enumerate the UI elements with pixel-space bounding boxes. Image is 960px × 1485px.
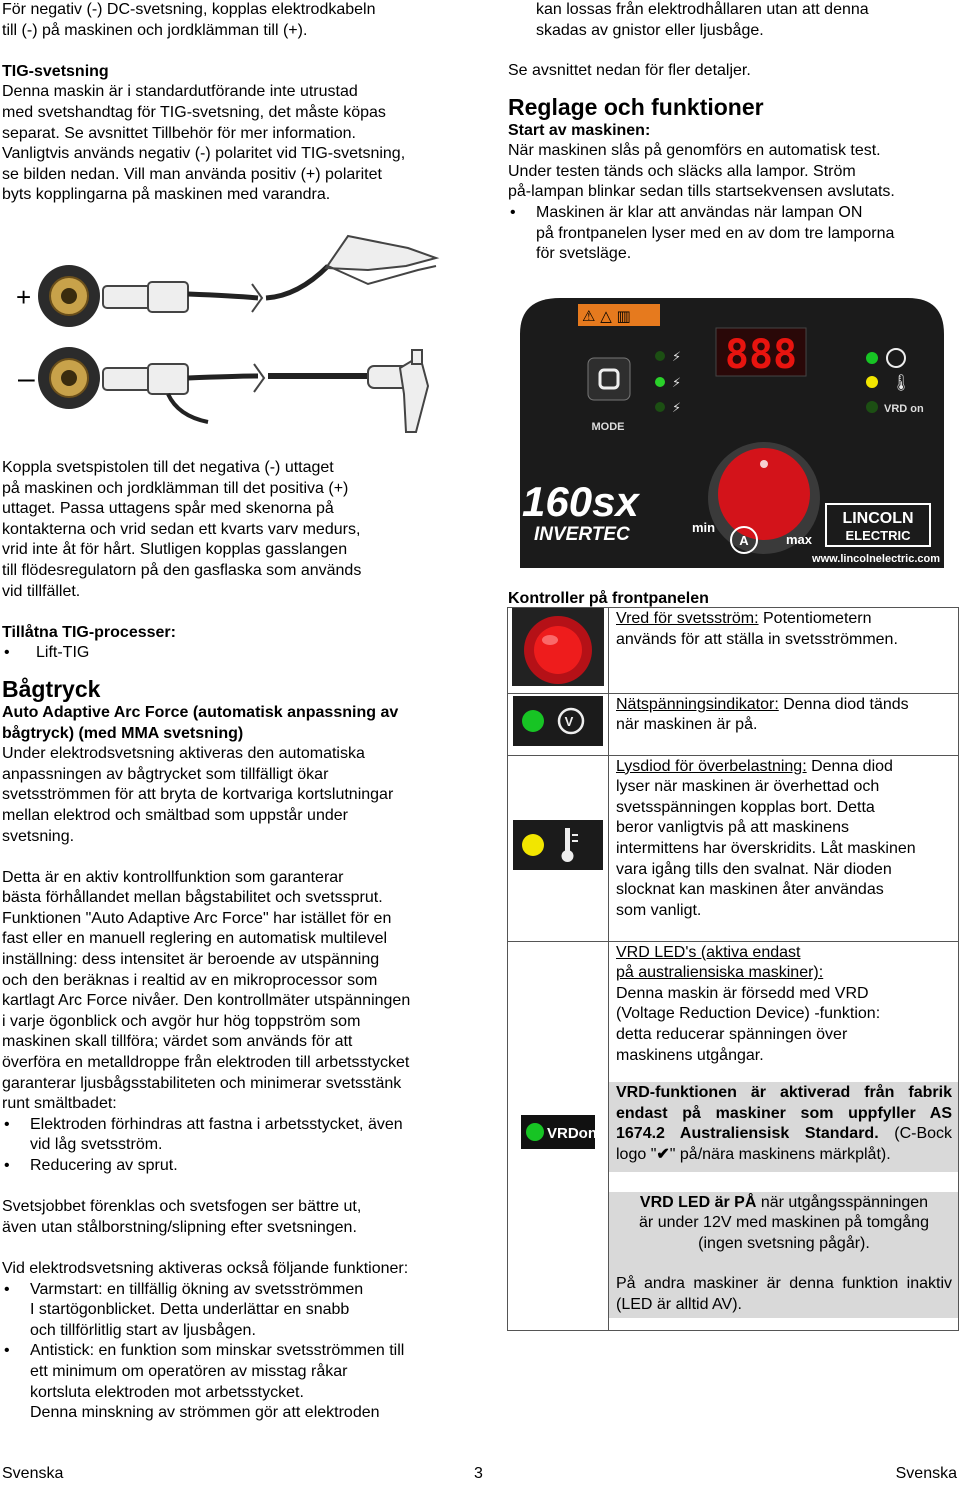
electrode-icon: ⚡	[672, 350, 682, 365]
mode-led-stick	[655, 351, 665, 361]
connect-line: uttaget. Passa uttagens spår med skenorna på	[2, 500, 334, 518]
brand-url: www.lincolnelectric.com	[812, 553, 940, 565]
mode-button[interactable]	[588, 358, 630, 400]
active-line: kartlagt Arc Force nivåer. Den kontrollmäter utspänningen	[2, 992, 411, 1010]
brand-name: LINCOLN	[842, 510, 914, 527]
start-line: Under testen tänds och släcks alla lampor. Ström	[508, 162, 856, 180]
power-led-cell	[508, 693, 609, 755]
svg-text:V: V	[564, 713, 574, 729]
tig-heading: TIG-svetsning	[2, 62, 109, 80]
active-line: runt smältbadet:	[2, 1095, 117, 1113]
arc-force-benefits	[2, 1115, 452, 1177]
active-line: inställning: dess intensitet är beroende av utspänning	[2, 951, 380, 969]
footer-language-left: Svenska	[2, 1465, 64, 1482]
list-item: • Lift-TIG	[2, 643, 452, 664]
list-item: • Varmstart: en tillfällig ökning av svetsströmmen I startögonblicket. Detta underlättar en snabb och tillförlitlig start av ljusbågen.	[2, 1280, 452, 1342]
continued-text	[536, 0, 960, 41]
list-item: • Reducering av sprut.	[2, 1156, 452, 1177]
power-led	[866, 352, 878, 364]
cont-line: kan lossas från elektrodhållaren utan att denna	[536, 1, 869, 18]
active-line: och den beräknas i realtid av en mikroprocessor som	[2, 971, 378, 989]
cont-line: skadas av gnistor eller ljusbåge.	[536, 21, 764, 39]
vrd-label: VRD on	[884, 403, 924, 415]
list-item: • Maskinen är klar att användas när lampan ON på frontpanelen lyser med en av dom tre lamporna för svetsläge.	[508, 203, 958, 265]
max-label: max	[786, 532, 813, 547]
footer-language-right: Svenska	[895, 1465, 957, 1482]
arc-force-line: svetsning.	[2, 827, 75, 845]
right-column	[508, 61, 958, 265]
overload-cell: Lysdiod för överbelastning: Denna diod lyser när maskinen är överhettad och svetsspänningen kopplas bort. Detta beror vanligtvis på att maskinens intermittens har överskridits. Låt maskinen vara igång tills den svalnat. När dioden slocknat kan maskinen åter användas som vanligt.	[609, 755, 959, 941]
thermal-led-cell	[508, 755, 609, 941]
arc-force-line: Under elektrodsvetsning aktiveras den automatiska	[2, 745, 365, 763]
vrd-note: VRD-funktionen är aktiverad från fabrik endast på maskiner som uppfyller AS 1674.2 Australiensisk Standard. (C-Bock logo "✔" på/nära maskinens märkplåt).	[609, 1082, 958, 1171]
intro-line: till (-) på maskinen och jordklämman till (+).	[2, 21, 308, 39]
tig-line: Vanligtvis används negativ (-) polaritet vid TIG-svetsning,	[2, 145, 406, 163]
nat-cell: Nätspänningsindikator: Denna diod tänds när maskinen är på.	[609, 693, 959, 755]
knob-cell	[508, 608, 609, 694]
vred-title: Vred för svetsström:	[616, 610, 759, 627]
brand-sub: ELECTRIC	[845, 528, 911, 543]
vrd-led-cell	[508, 941, 609, 1330]
tig-process-list	[2, 643, 452, 664]
intro-line: För negativ (-) DC-svetsning, kopplas elektrodkabeln	[2, 1, 376, 18]
active-line: Funktionen "Auto Adaptive Arc Force" har istället för en	[2, 909, 392, 927]
minus-sign: –	[18, 362, 35, 395]
tig-line: Denna maskin är i standardutförande inte utrustad	[2, 83, 358, 101]
table-row	[508, 755, 959, 941]
arc-force-heading: bågtryck) (med MMA svetsning)	[2, 724, 244, 742]
warning-icon: ⚠ △ ▥	[582, 307, 631, 325]
connect-line: vid tillfället.	[2, 582, 81, 600]
reglage-heading: Reglage och funktioner	[508, 93, 764, 120]
tig-torch-icon	[103, 350, 428, 432]
connect-line: vrid inte åt för hårt. Slutligen kopplas gasslangen	[2, 541, 348, 559]
active-line: garanterar ljusbågsstabiliteten och minimerar svetsstänk	[2, 1074, 402, 1092]
thermal-indicator-icon	[513, 820, 603, 870]
connect-line: Koppla svetspistolen till det negativa (-) uttaget	[2, 459, 334, 476]
tig-line: byts kopplingarna på maskinen med varandra.	[2, 186, 331, 204]
controls-table	[507, 607, 959, 1331]
nat-title: Nätspänningsindikator:	[616, 695, 779, 713]
overload-title: Lysdiod för överbelastning:	[616, 757, 807, 775]
mma-functions	[2, 1280, 452, 1424]
list-item: • Elektroden förhindras att fastna i arbetsstycket, även vid låg svetsström.	[2, 1115, 452, 1156]
knob-icon	[512, 608, 604, 686]
vrd-led-note: VRD LED är PÅ när utgångsspänningen är under 12V med maskinen på tomgång (ingen svetsning pågår).	[609, 1192, 958, 1255]
page-number: 3	[474, 1465, 483, 1482]
svg-text:VRDon: VRDon	[547, 1125, 595, 1143]
vrd-indicator-icon	[521, 1115, 595, 1149]
left-column-lower	[2, 458, 452, 1424]
active-line: maskinen skall tillföra; värdet som används för att	[2, 1033, 353, 1051]
thermal-led	[866, 376, 878, 388]
see-line: Se avsnittet nedan för fler detaljer.	[508, 62, 751, 79]
arc-force-line: svetsströmmen för att bryta de kortvariga kortslutningar	[2, 786, 394, 804]
torch-icon: ⚡	[672, 376, 682, 391]
simpler-line: Svetsjobbet förenklas och svetsfogen ser bättre ut,	[2, 1198, 362, 1216]
thermometer-icon: 🌡	[891, 373, 912, 392]
also-line: Vid elektrodsvetsning aktiveras också följande funktioner:	[2, 1259, 409, 1277]
vrd-title: på australiensiska maskiner):	[616, 964, 824, 982]
connect-line: kontakterna och vrid sedan ett kvarts varv medurs,	[2, 520, 361, 538]
tig-line: med svetshandtag för TIG-svetsning, det måste köpas	[2, 103, 386, 121]
simpler-line: även utan stålborstning/slipning efter svetsningen.	[2, 1218, 357, 1236]
start-heading: Start av maskinen:	[508, 121, 651, 139]
mode-led-soft	[655, 402, 665, 412]
min-label: min	[692, 520, 716, 535]
knob-marker	[760, 460, 768, 468]
table-row	[508, 941, 959, 1330]
active-line: i varje ögonblick och avgör hur hög toppström som	[2, 1012, 361, 1030]
start-list	[508, 203, 958, 265]
active-line: bästa förhållandet mellan bågstabilitet och svetssprut.	[2, 889, 383, 907]
list-item: • Antistick: en funktion som minskar svetsströmmen till ett minimum om operatören av misstag råkar kortsluta elektroden mot arbetsstycket. Denna minskning av strömmen gör att elektroden	[2, 1341, 452, 1423]
start-line: på-lampan blinkar sedan tills startsekvensen avslutats.	[508, 183, 895, 201]
bagtryck-heading: Bågtryck	[2, 675, 101, 702]
arc-force-line: anpassningen av bågtrycket som tillfälligt ökar	[2, 765, 329, 783]
mode-label: MODE	[591, 421, 625, 433]
tig-line: se bilden nedan. Vill man använda positiv (+) polaritet	[2, 165, 382, 183]
connection-diagram	[8, 226, 440, 440]
plus-socket-icon	[38, 265, 100, 327]
start-line: När maskinen slås på genomförs en automatisk test.	[508, 142, 881, 160]
earth-clamp-icon	[103, 236, 436, 312]
rod-icon: ⚡	[672, 401, 682, 416]
vred-cell: Vred för svetsström: Potentiometern används för att ställa in svetsströmmen.	[609, 608, 959, 694]
power-indicator-icon	[513, 696, 603, 746]
series-name: INVERTEC	[534, 524, 630, 545]
table-row	[508, 608, 959, 694]
mode-led-tig	[655, 377, 665, 387]
vrd-led	[866, 401, 878, 413]
tig-line: separat. Se avsnittet Tillbehör för mer information.	[2, 124, 356, 142]
front-panel-image	[520, 294, 946, 570]
c-tick-icon: ✔	[656, 1145, 670, 1163]
minus-socket-icon	[38, 347, 100, 409]
left-column	[2, 0, 452, 206]
model-name: 160sx	[522, 478, 639, 525]
ammeter-display: 888	[724, 332, 798, 378]
active-line: överföra en metalldroppe från elektroden till arbetsstycket	[2, 1054, 410, 1072]
active-line: Detta är en aktiv kontrollfunktion som garanterar	[2, 868, 344, 886]
vrd-title: VRD LED's (aktiva endast	[616, 943, 801, 961]
arc-force-line: mellan elektrod och smältbad som uppstår under	[2, 806, 348, 824]
connect-line: på maskinen och jordklämman till det positiva (+)	[2, 479, 349, 497]
active-line: fast eller en manuell reglering en automatisk multilevel	[2, 930, 388, 948]
tig-process-heading: Tillåtna TIG-processer:	[2, 623, 176, 641]
amp-symbol: A	[739, 533, 749, 548]
other-machines-note: På andra maskiner är denna funktion inaktiv (LED är alltid AV).	[609, 1254, 958, 1317]
connect-line: till flödesregulatorn på den gasflaska som används	[2, 561, 362, 579]
plus-sign: +	[16, 282, 32, 312]
controls-heading: Kontroller på frontpanelen	[508, 590, 709, 607]
arc-force-heading: Auto Adaptive Arc Force (automatisk anpassning av	[2, 703, 399, 721]
table-row	[508, 693, 959, 755]
vrd-cell: VRD LED's (aktiva endast på australiensiska maskiner): Denna maskin är försedd med VRD (Voltage Reduction Device) -funktion: detta reducerar spänningen över maskinens utgångar. VRD-funktionen är aktiverad från fabrik endast på maskiner som uppfyller AS 1674.2 Australiensisk Standard. (C-Bock logo "✔" på/nära maskinens märkplåt). VRD LED är PÅ när utgångsspänningen är under 12V med maskinen på tomgång (ingen svetsning pågår). På andra maskiner är denna funktion inaktiv (LED är alltid AV).	[609, 941, 959, 1330]
